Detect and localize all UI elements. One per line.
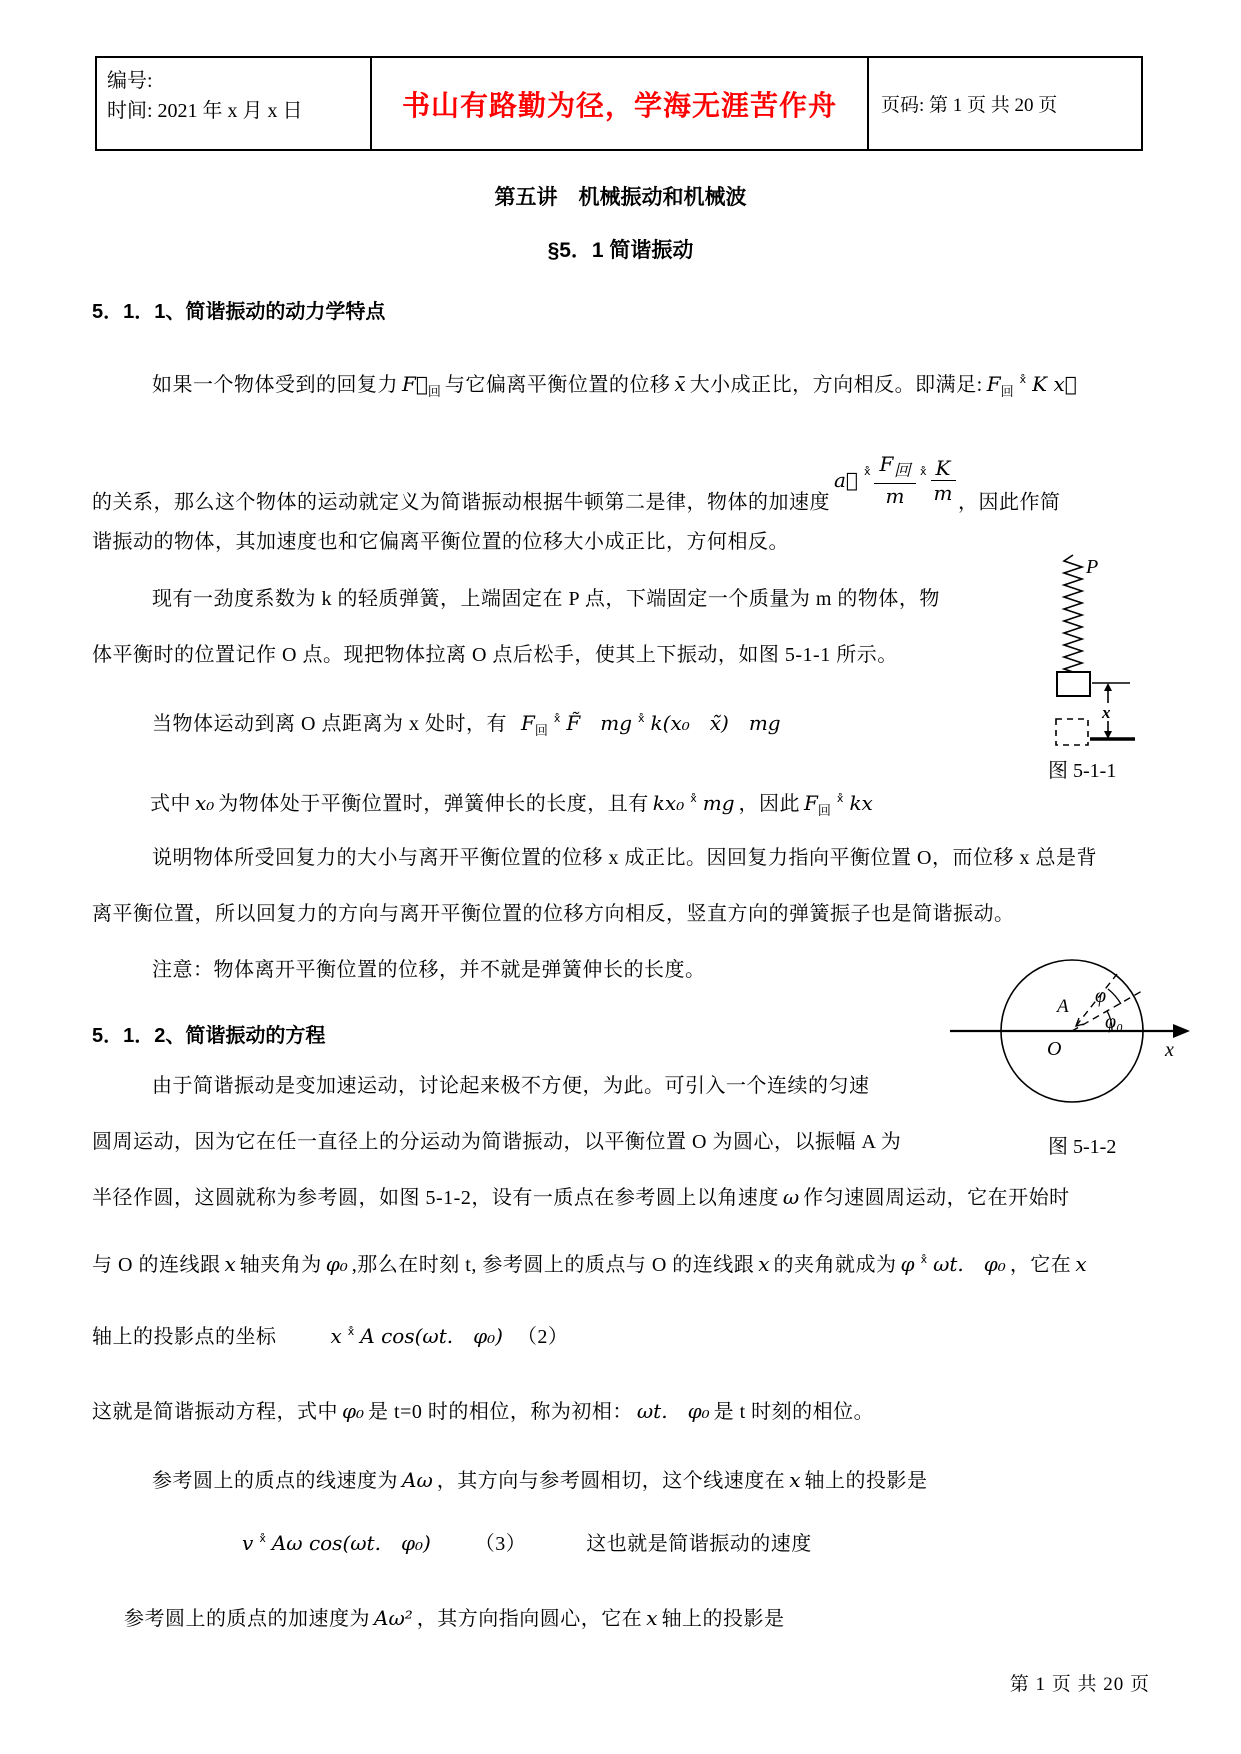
amplitude-label: A (1057, 996, 1069, 1017)
equals-glyph: x̊ (638, 712, 645, 725)
paragraph-line: 体平衡时的位置记作 O 点。现把物体拉离 O 点后松手，使其上下振动，如图 5-1-1 所示。 (92, 644, 898, 666)
phi0-symbol: φ₀ (342, 1399, 365, 1423)
text-run: ，因此作简 (957, 491, 1061, 514)
paragraph-line (92, 1183, 1070, 1212)
equals-glyph: x̊ (863, 465, 871, 478)
x0-symbol: x₀ (195, 791, 215, 815)
paragraph-line (92, 452, 1061, 532)
cosine-term: A cos(ωt. φ₀) (360, 1324, 503, 1348)
paragraph-line (124, 1604, 785, 1633)
lecture-title: 第五讲 机械振动和机械波 (494, 186, 747, 209)
displacement-symbol: x̄ (674, 372, 686, 396)
paragraph-line: 圆周运动，因为它在任一直径上的分运动为简谐振动，以平衡位置 O 为圆心，以振幅 A 为 (92, 1131, 902, 1153)
mg-term: mg (702, 791, 735, 815)
paragraph-line: 现有一劲度系数为 k 的轻质弹簧，上端固定在 P 点，下端固定一个质量为 m 的物体，物 (152, 588, 940, 610)
displacement-x-label: x (1102, 703, 1111, 722)
figure-5-1-1-spring-diagram (1040, 545, 1160, 750)
x-symbol: x (1075, 1252, 1087, 1276)
omega-t-phi0-term: ωt. φ₀ (933, 1252, 1006, 1276)
text-run: 与它偏离平衡位置的位移 (444, 374, 671, 396)
equals-glyph: x̊ (259, 1532, 266, 1545)
acceleration-symbol: a⃗ (834, 468, 858, 492)
mass-block (1057, 672, 1090, 696)
text-run: 轴上的投影是 (661, 1608, 785, 1630)
text-run: ,那么在时刻 t, 参考圆上的质点与 O 的连线跟 (351, 1254, 755, 1276)
text-run: 轴夹角为 (239, 1254, 322, 1276)
k-x-term: k(x₀ x̃) mg (650, 711, 781, 735)
text-run: ，因此 (738, 793, 801, 815)
equals-glyph: x̊ (836, 792, 844, 805)
phi-symbol: φ (900, 1252, 915, 1276)
omega-symbol: ω (782, 1185, 800, 1209)
note-line: 注意：物体离开平衡位置的位移，并不就是弹簧伸长的长度。 (152, 959, 706, 981)
text-run: ，其方向指向圆心，它在 (416, 1608, 643, 1630)
figure-5-1-2-reference-circle (945, 950, 1200, 1115)
text-run: 半径作圆，这圆就称为参考圆，如图 5-1-2，设有一质点在参考圆上以角速度 (92, 1187, 779, 1209)
x-symbol: x (789, 1468, 801, 1492)
page-number-label: 页码: 第 1 页 共 20 页 (881, 95, 1058, 116)
equals-glyph: x̊ (690, 792, 697, 805)
paragraph-line (152, 1466, 928, 1495)
equals-glyph: x̊ (1019, 373, 1027, 386)
text-run: 当物体运动到离 O 点距离为 x 处时，有 (152, 713, 507, 735)
doc-number-label: 编号: (107, 70, 153, 92)
up-arrow-head (1104, 683, 1112, 691)
text-run: ，它在 (1009, 1254, 1072, 1276)
header-cell-page (869, 58, 1141, 149)
heading-5-1-2: 5．1．2、简谐振动的方程 (92, 1025, 326, 1047)
equals-glyph: x̊ (553, 712, 561, 725)
equals-glyph: x̊ (920, 465, 927, 478)
formula-line (152, 709, 785, 746)
velocity-symbol: v (242, 1531, 254, 1555)
text-run: 式中 (150, 793, 191, 815)
spring-coil-icon (1064, 555, 1082, 672)
text-run: 为物体处于平衡位置时，弹簧伸长的长度，且有 (218, 793, 649, 815)
phi0-label: φ₀ (1105, 1011, 1124, 1033)
mass-block-dashed (1056, 719, 1088, 745)
footer-page-number: 第 1 页 共 20 页 (1009, 1674, 1150, 1695)
omega-t-phi0-term: ωt. φ₀ (636, 1399, 710, 1423)
kx-term: kx (849, 791, 873, 815)
text-run: 的夹角就成为 (773, 1254, 897, 1276)
text-run: 这也就是简谐振动的速度 (586, 1533, 812, 1555)
spring-force-term: F̃ mg (566, 711, 633, 735)
text-run: 是 t=0 时的相位，称为初相： (368, 1401, 633, 1423)
equals-glyph: x̊ (347, 1325, 355, 1338)
acceleration-equation (830, 452, 958, 508)
text-run: 轴上的投影是 (804, 1470, 928, 1492)
equals-glyph: x̊ (920, 1253, 928, 1266)
text-run: 轴上的投影点的坐标 (92, 1326, 277, 1348)
text-run: 是 t 时刻的相位。 (713, 1401, 875, 1423)
paragraph-line: 说明物体所受回复力的大小与离开平衡位置的位移 x 成正比。因回复力指向平衡位置 O，而位移 x 总是背 (152, 847, 1097, 869)
paragraph-line (92, 1397, 874, 1426)
a-omega-term: Aω (402, 1468, 433, 1492)
paragraph-line: 谐振动的物体，其加速度也和它偏离平衡位置的位移大小成正比，方何相反。 (92, 531, 789, 553)
text-run: 大小成正比，方向相反。即满足: (689, 374, 983, 396)
x-symbol: x (646, 1606, 658, 1630)
force-symbol: $F_回$ (804, 791, 831, 819)
header-table (95, 56, 1143, 151)
text-run: 如果一个物体受到的回复力 (152, 374, 398, 396)
text-run: 这就是简谐振动方程，式中 (92, 1401, 338, 1423)
kx-term: K x⃗ (1032, 372, 1077, 396)
x-symbol: x (330, 1324, 342, 1348)
x-axis-arrow-head (1173, 1024, 1190, 1038)
formula-line (92, 1322, 568, 1354)
paragraph-line: 离平衡位置，所以回复力的方向与离开平衡位置的位移方向相反，竖直方向的弹簧振子也是简谐振动。 (92, 903, 1015, 925)
force-symbol: $F_回$ (520, 711, 548, 739)
force-vector-symbol: $F⃗_回$ (402, 372, 441, 400)
figure-5-1-2-caption: 图 5-1-2 (1048, 1136, 1117, 1158)
paragraph-line (92, 1250, 1091, 1282)
fraction-force-over-mass: $\frac{F_回}{m}$ (874, 452, 916, 508)
header-cell-motto (372, 58, 869, 149)
phi0-symbol: φ₀ (325, 1252, 348, 1276)
formula-line (238, 1529, 812, 1561)
force-symbol: $F_回$ (986, 372, 1014, 400)
paragraph-line (152, 370, 1081, 407)
phi-label: φ (1095, 985, 1107, 1007)
motto-text: 书山有路勤为径，学海无涯苦作舟 (401, 89, 837, 121)
section-title: §5．1 简谐振动 (547, 239, 694, 262)
x-symbol: x (758, 1252, 770, 1276)
kx0-term: kx₀ (652, 791, 685, 815)
paragraph-line (150, 789, 877, 826)
paragraph-line: 由于简谐振动是变加速运动，讨论起来极不方便，为此。可引入一个连续的匀速 (152, 1075, 870, 1097)
fixed-point-label: P (1086, 556, 1099, 578)
a-omega-squared-term: Aω² (374, 1606, 413, 1630)
text-run: 作匀速圆周运动，它在开始时 (803, 1187, 1070, 1209)
x-axis-label: x (1165, 1039, 1174, 1061)
header-cell-left (97, 58, 372, 149)
velocity-cosine-term: Aω cos(ωt. φ₀) (271, 1531, 431, 1555)
doc-date-label: 时间: 2021 年 x 月 x 日 (107, 100, 303, 122)
x-symbol: x (224, 1252, 236, 1276)
text-run: 参考圆上的质点的线速度为 (152, 1470, 398, 1492)
heading-5-1-1: 5．1．1、简谐振动的动力学特点 (92, 301, 386, 323)
phi-angle-arc (1108, 989, 1121, 1004)
text-run: 参考圆上的质点的加速度为 (124, 1608, 370, 1630)
text-run: ，其方向与参考圆相切，这个线速度在 (436, 1470, 786, 1492)
origin-label: O (1047, 1038, 1062, 1060)
equation-number: （2） (516, 1326, 569, 1348)
text-run: 与 O 的连线跟 (92, 1254, 221, 1276)
fraction-k-over-mass: $\frac{K}{m}$ (931, 456, 956, 505)
text-run: 的关系，那么这个物体的运动就定义为简谐振动根据牛顿第二是律，物体的加速度 (92, 491, 830, 514)
figure-5-1-1-caption: 图 5-1-1 (1048, 760, 1117, 782)
equation-number: （3） (474, 1533, 527, 1555)
